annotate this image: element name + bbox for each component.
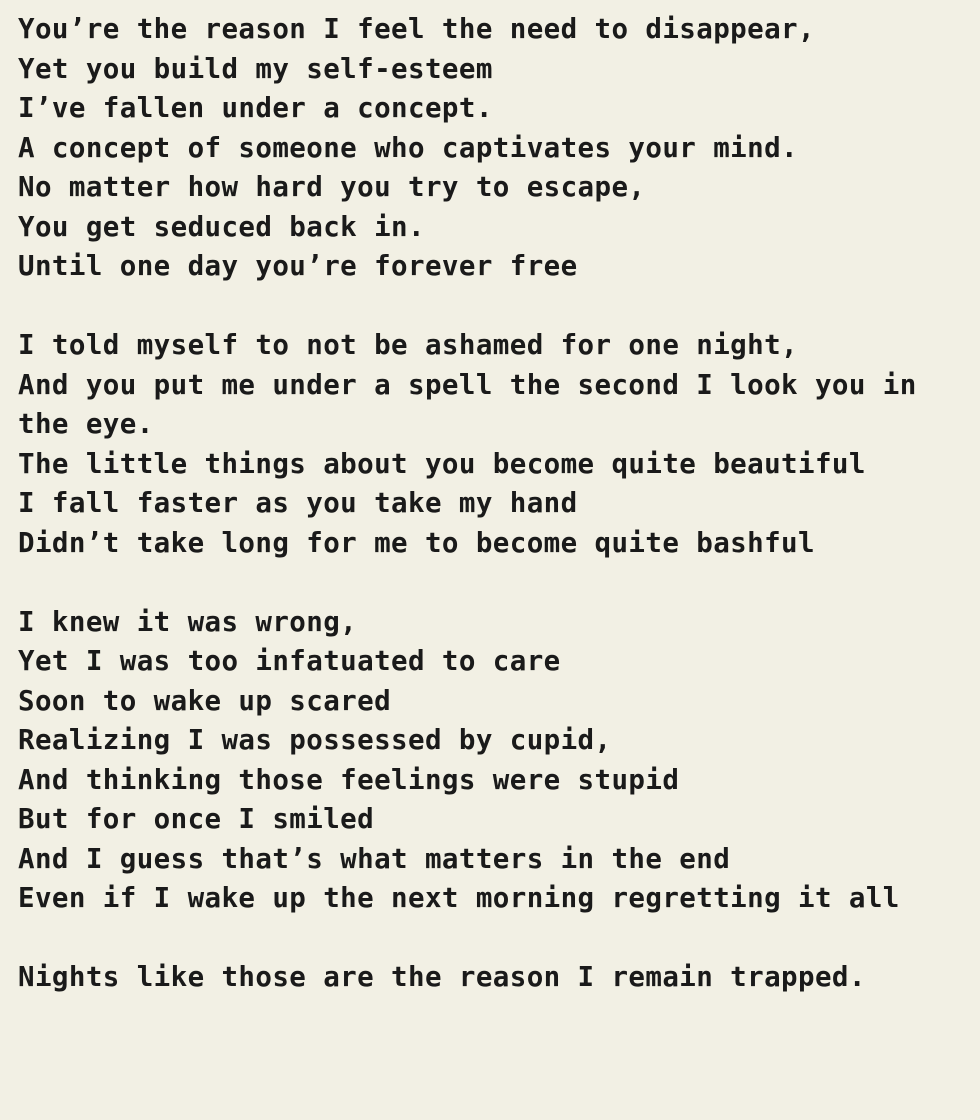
poem-line: Didn’t take long for me to become quite bashful <box>18 526 815 559</box>
poem-stanza <box>18 10 962 287</box>
poem-line: I’ve fallen under a concept. <box>18 92 493 124</box>
poem-line: And thinking those feelings were stupid <box>18 763 680 796</box>
poem-line: You get seduced back in. <box>18 210 425 243</box>
poem-line: Soon to wake up scared <box>18 684 392 717</box>
poem-line: The little things about you become quite beautiful <box>18 447 866 480</box>
poem-line: You’re the reason I feel the need to disappear, <box>18 13 815 45</box>
poem-line: Yet I was too infatuated to care <box>18 645 561 677</box>
poem-line: And I guess that’s what matters in the end <box>18 842 731 875</box>
poem-line: Nights like those are the reason I remain trapped. <box>18 961 866 993</box>
poem-stanza <box>18 958 962 998</box>
poem-line: Realizing I was possessed by cupid, <box>18 724 612 756</box>
poem-line: I knew it was wrong, <box>18 605 358 638</box>
poem-line: A concept of someone who captivates your mind. <box>18 131 798 164</box>
poem-line: Yet you build my self-esteem <box>18 52 493 85</box>
poem-line: I fall faster as you take my hand <box>18 487 578 519</box>
poem-stanza <box>18 326 962 563</box>
poem-line: I told myself to not be ashamed for one night, <box>18 329 798 361</box>
poem-line: Until one day you’re forever free <box>18 250 578 282</box>
poem-line: And you put me under a spell the second I look you in the eye. <box>18 368 934 440</box>
poem-line: But for once I smiled <box>18 803 375 835</box>
poem-line: Even if I wake up the next morning regretting it all <box>18 882 900 914</box>
poem-stanza <box>18 603 962 919</box>
poem-line: No matter how hard you try to escape, <box>18 171 646 203</box>
poem-text-body <box>18 10 962 998</box>
